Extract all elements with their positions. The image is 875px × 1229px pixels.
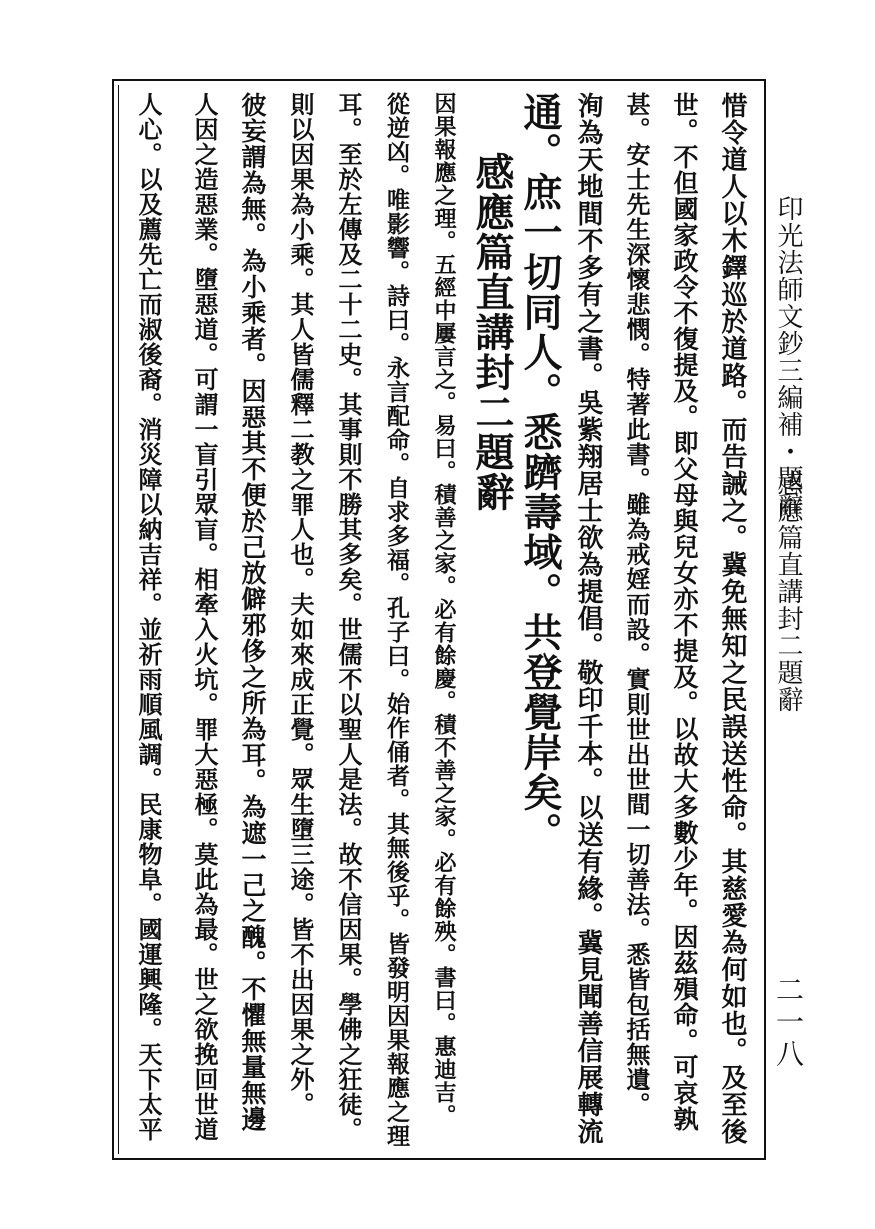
text-column-10: 則以因果為小乘。其人皆儒釋二教之罪人也。夫如來成正覺。眾生墮三途。皆不出因果之外。	[286, 92, 315, 1117]
page-number: 二一八	[772, 975, 805, 1071]
text-column-13: 人心。以及薦先亡而淑後裔。消災障以納吉祥。並祈雨順風調。民康物阜。國運興隆。天下太平	[134, 92, 163, 1142]
text-column-11: 彼妄謂為無。為小乘者。因惡其不便於己放僻邪侈之所為耳。為遮一己之醜。不懼無量無邊	[238, 92, 267, 1132]
text-column-3: 甚。安士先生深懷悲憫。特著此書。雖為戒婬而設。實則世出世間一切善法。悉皆包括無遺。	[622, 92, 651, 1117]
text-column-12: 人因之造惡業。墮惡道。可謂一盲引眾盲。相牽入火坑。罪大惡極。莫此為最。世之欲挽回世道	[190, 92, 219, 1142]
text-column-5: 通。庶一切同人。悉躋壽域。共登覺岸矣。	[517, 92, 563, 852]
text-column-9: 耳。至於左傳及二十二史。其事則不勝其多矣。世儒不以聖人是法。故不信因果。學佛之狂徒。	[334, 92, 363, 1142]
running-header-section-title: 感應篇直講封二題辭	[773, 470, 803, 713]
text-column-2: 世。不但國家政令不復提及。即父母與兒女亦不提及。以故大多數少年。因茲殞命。可哀孰	[670, 92, 699, 1132]
text-column-4: 洵為天地間不多有之書。吳紫翔居士欲為提倡。敬印千本。以送有緣。冀見聞善信展轉流	[573, 92, 603, 1145]
text-column-7: 因果報應之理。五經中屢言之。易曰。積善之家。必有餘慶。積不善之家。必有餘殃。書曰。惠迪吉。	[431, 92, 457, 1127]
section-heading: 感應篇直講封二題辭	[469, 152, 515, 512]
text-column-8: 從逆凶。唯影響。詩曰。永言配命。自求多福。孔子曰。始作俑者。其無後乎。皆發明因果報應之理	[383, 92, 410, 1148]
running-header-book-title: 印光法師文鈔三編補・題辭	[773, 195, 803, 519]
text-column-1: 惜令道人以木鐸巡於道路。而告誡之。冀免無知之民誤送性命。其慈愛為何如也。及至後	[717, 92, 747, 1145]
frame-inner-rule	[118, 85, 119, 1154]
